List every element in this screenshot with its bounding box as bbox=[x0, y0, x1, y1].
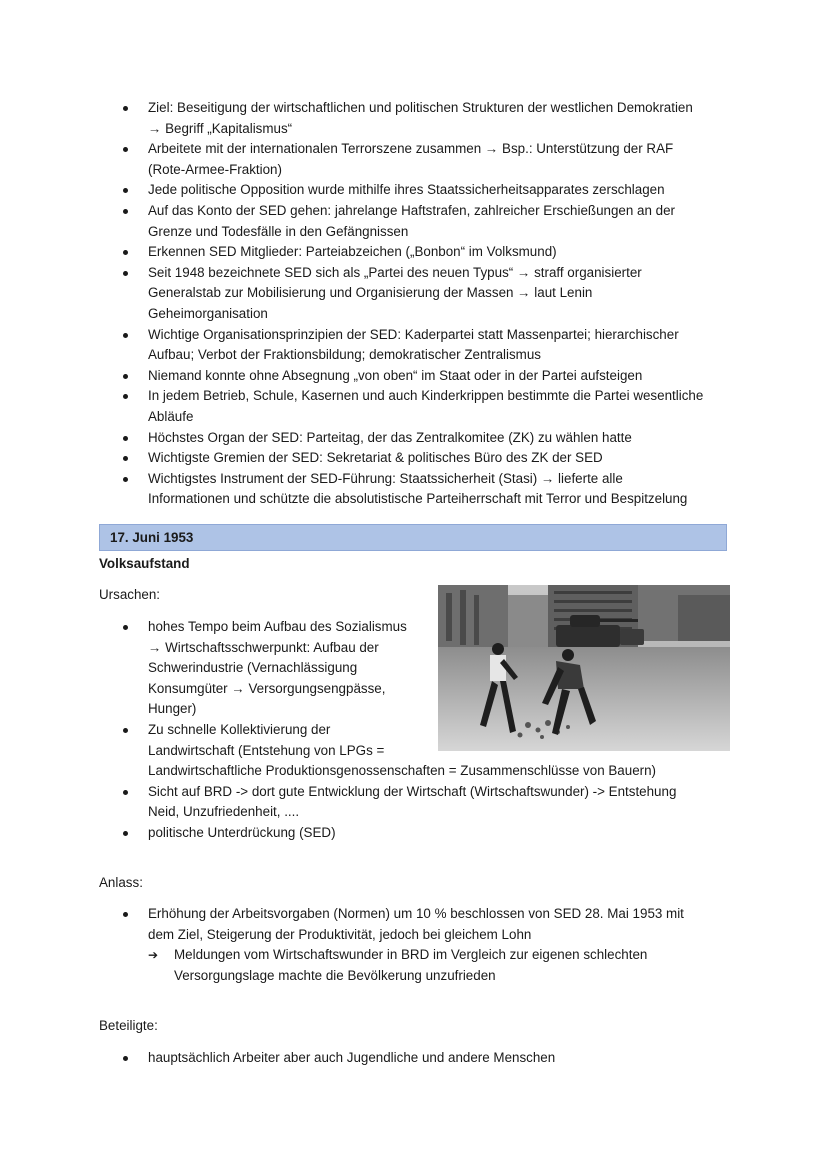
line-text: Konsumgüter → Versorgungsengpässe, bbox=[148, 680, 386, 696]
line-text: hohes Tempo beim Aufbau des Sozialismus bbox=[148, 619, 407, 634]
line-text: Auf das Konto der SED gehen: jahrelange Haftstrafen, zahlreicher Erschießungen an der bbox=[148, 202, 676, 218]
line-text: Informationen und schützte die absolutistische Parteiherrschaft mit Terror und Bespitzelung bbox=[148, 491, 688, 507]
anlass-list bbox=[99, 904, 739, 986]
ursachen-item bbox=[99, 720, 719, 782]
anlass-subitem: ➔ Meldungen vom Wirtschaftswunder in BRD im Vergleich zur eigenen schlechten Versorgungslage machte die Bevölkerung unzufrieden bbox=[148, 945, 739, 986]
sed-list-item bbox=[99, 201, 759, 242]
ursachen-item bbox=[99, 823, 719, 844]
beteiligte-label: Beteiligte: bbox=[99, 1018, 158, 1033]
sed-list-item bbox=[99, 325, 759, 366]
line-text: Aufbau; Verbot der Fraktionsbildung; demokratischer Zentralismus bbox=[148, 347, 541, 363]
beteiligte-item: hauptsächlich Arbeiter aber auch Jugendliche und andere Menschen bbox=[99, 1048, 739, 1069]
line-text: → Wirtschaftsschwerpunkt: Aufbau der bbox=[148, 639, 379, 655]
line-text: Arbeitete mit der internationalen Terrorszene zusammen → Bsp.: Unterstützung der RAF bbox=[148, 141, 674, 157]
section-title: 17. Juni 1953 bbox=[110, 530, 194, 545]
line-text: Schwerindustrie (Vernachlässigung bbox=[148, 660, 358, 676]
line-text: (Rote-Armee-Fraktion) bbox=[148, 161, 282, 177]
line-text: Sicht auf BRD -> dort gute Entwicklung der Wirtschaft (Wirtschaftswunder) -> Entstehung bbox=[148, 783, 677, 799]
line-text: Zu schnelle Kollektivierung der bbox=[148, 721, 331, 737]
line-text: Grenze und Todesfälle in den Gefängnissen bbox=[148, 223, 409, 239]
sed-list-item bbox=[99, 98, 759, 139]
line-text: Abläufe bbox=[148, 408, 194, 424]
sed-list-item bbox=[99, 139, 759, 180]
line-text: In jedem Betrieb, Schule, Kasernen und auch Kinderkrippen bestimmte die Partei wesentliche bbox=[148, 388, 704, 404]
sed-list-item bbox=[99, 448, 759, 469]
sed-list-item bbox=[99, 469, 759, 510]
line-text: Jede politische Opposition wurde mithilfe ihres Staatssicherheitsapparates zerschlagen bbox=[148, 182, 665, 198]
anlass-item: Erhöhung der Arbeitsvorgaben (Normen) um 10 % beschlossen von SED 28. Mai 1953 mit dem Ziel, Steigerung der Produktivität, jedoch bei gleichem Lohn ➔ Meldungen vom Wirtschaftswunder in BRD im Vergleich zur eigenen schlechten Versorgungslage machte die Bevölkerung unzufrieden bbox=[99, 904, 739, 986]
line-text: Generalstab zur Mobilisierung und Organisierung der Massen → laut Lenin bbox=[148, 285, 593, 301]
line-text: Erkennen SED Mitglieder: Parteiabzeichen („Bonbon“ im Volksmund) bbox=[148, 244, 557, 260]
line-text: Wichtigste Gremien der SED: Sekretariat & politisches Büro des ZK der SED bbox=[148, 450, 603, 466]
sed-list-item bbox=[99, 366, 759, 387]
line-text: Niemand konnte ohne Absegnung „von oben“ im Staat oder in der Partei aufsteigen bbox=[148, 367, 643, 383]
sed-list-item bbox=[99, 242, 759, 263]
anlass-label: Anlass: bbox=[99, 875, 143, 890]
beteiligte-list bbox=[99, 1048, 739, 1069]
ursachen-label: Ursachen: bbox=[99, 587, 161, 602]
ursachen-item bbox=[99, 617, 719, 720]
line-text: Seit 1948 bezeichnete SED sich als „Partei des neuen Typus“ → straff organisierter bbox=[148, 264, 642, 280]
line-text: Wichtige Organisationsprinzipien der SED: Kaderpartei statt Massenpartei; hierarchischer bbox=[148, 326, 679, 342]
sed-list-item bbox=[99, 263, 759, 325]
line-text: Ziel: Beseitigung der wirtschaftlichen und politischen Strukturen der westlichen Demokratien bbox=[148, 100, 693, 115]
line-text: politische Unterdrückung (SED) bbox=[148, 824, 336, 840]
line-text: Landwirtschaft (Entstehung von LPGs = bbox=[148, 742, 385, 758]
sed-list-item bbox=[99, 428, 759, 449]
line-text: → Begriff „Kapitalismus“ bbox=[148, 120, 293, 136]
ursachen-item bbox=[99, 782, 719, 823]
ursachen-list bbox=[99, 617, 719, 844]
subheading: Volksaufstand bbox=[99, 556, 190, 571]
line-text: Landwirtschaftliche Produktionsgenossenschaften = Zusammenschlüsse von Bauern) bbox=[148, 763, 657, 779]
sed-list-item bbox=[99, 180, 759, 201]
sed-bullet-list bbox=[99, 98, 759, 510]
line-text: Höchstes Organ der SED: Parteitag, der das Zentralkomitee (ZK) zu wählen hatte bbox=[148, 429, 632, 445]
sed-list-item bbox=[99, 386, 759, 427]
line-text: Wichtigstes Instrument der SED-Führung: Staatssicherheit (Stasi) → lieferte alle bbox=[148, 470, 623, 486]
line-text: Hunger) bbox=[148, 701, 197, 717]
line-text: Geheimorganisation bbox=[148, 305, 268, 321]
line-text: Neid, Unzufriedenheit, .... bbox=[148, 804, 300, 820]
section-header-bar bbox=[99, 524, 727, 551]
